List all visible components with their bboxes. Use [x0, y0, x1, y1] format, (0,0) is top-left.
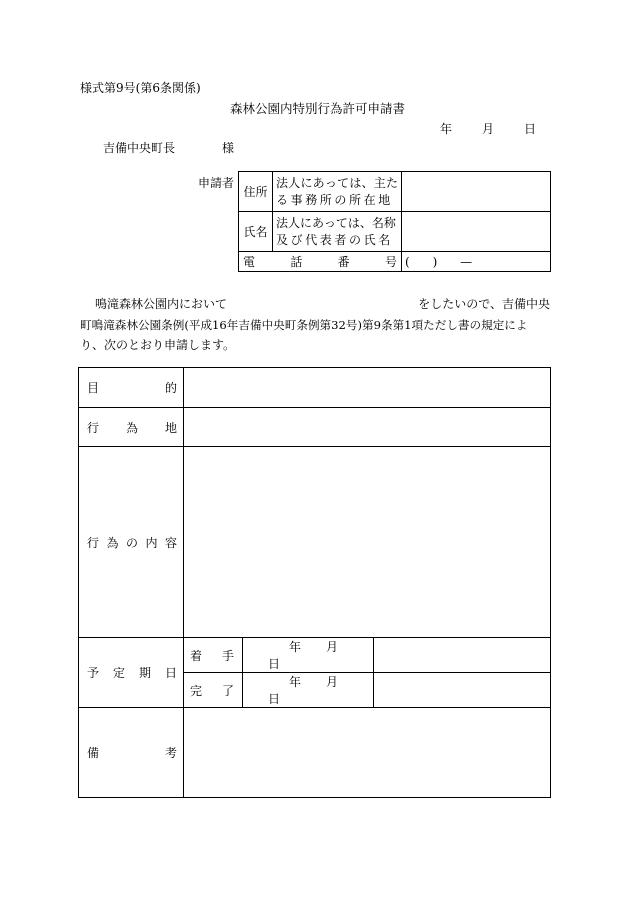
schedule-label: 予 定 期 日	[79, 638, 184, 708]
phone-label: 電 話 番 号	[239, 252, 402, 272]
purpose-field[interactable]	[184, 368, 551, 408]
remarks-field[interactable]	[184, 708, 551, 798]
date-year: 年	[440, 122, 453, 136]
body-line1-end: をしたいので、吉備中央	[418, 297, 550, 311]
applicant-table	[238, 171, 551, 272]
phone-field[interactable]: ( ) —	[402, 252, 551, 272]
name-note-line2: 及び代表者の氏名	[276, 232, 393, 247]
body-line1-start: 鳴滝森林公園内において	[95, 297, 228, 311]
location-field[interactable]	[184, 408, 551, 447]
address-label: 住所	[239, 172, 273, 212]
location-label: 行 為 地	[79, 408, 184, 447]
end-date-field[interactable]: 年 月日	[243, 673, 374, 708]
name-note-line1: 法人にあっては、名称	[276, 215, 396, 230]
start-label: 着 手	[184, 638, 243, 673]
address-note	[273, 172, 402, 212]
remarks-label: 備 考	[79, 708, 184, 798]
main-table	[78, 367, 551, 798]
end-date-extra	[374, 673, 551, 708]
applicant-label: 申請者	[198, 176, 235, 190]
content-label: 行 為 の 内 容	[79, 447, 184, 638]
address-note-line2: る事務所の所在地	[276, 192, 393, 207]
addressee-honorific: 様	[222, 141, 235, 155]
date-day: 日	[524, 122, 537, 136]
name-note	[273, 212, 402, 252]
start-date-extra	[374, 638, 551, 673]
date-line	[440, 120, 536, 137]
body-line-2: 町鳴滝森林公園条例(平成16年吉備中央町条例第32号)第9条第1項ただし書の規定によ	[80, 318, 528, 332]
name-label: 氏名	[239, 212, 273, 252]
addressee-name: 吉備中央町長	[103, 141, 176, 155]
start-date-field[interactable]: 年 月日	[243, 638, 374, 673]
address-note-line1: 法 人 に あ っ て は 、 主 た	[276, 175, 398, 190]
page-title: 森林公園内特別行為許可申請書	[230, 101, 406, 116]
address-field[interactable]	[402, 172, 551, 212]
date-month: 月	[482, 122, 495, 136]
purpose-label: 目 的	[79, 368, 184, 408]
name-field[interactable]	[402, 212, 551, 252]
content-field[interactable]	[184, 447, 551, 638]
end-label: 完 了	[184, 673, 243, 708]
body-line-3: り、次のとおり申請します。	[80, 338, 236, 352]
form-number: 様式第9号(第6条関係)	[80, 81, 201, 95]
